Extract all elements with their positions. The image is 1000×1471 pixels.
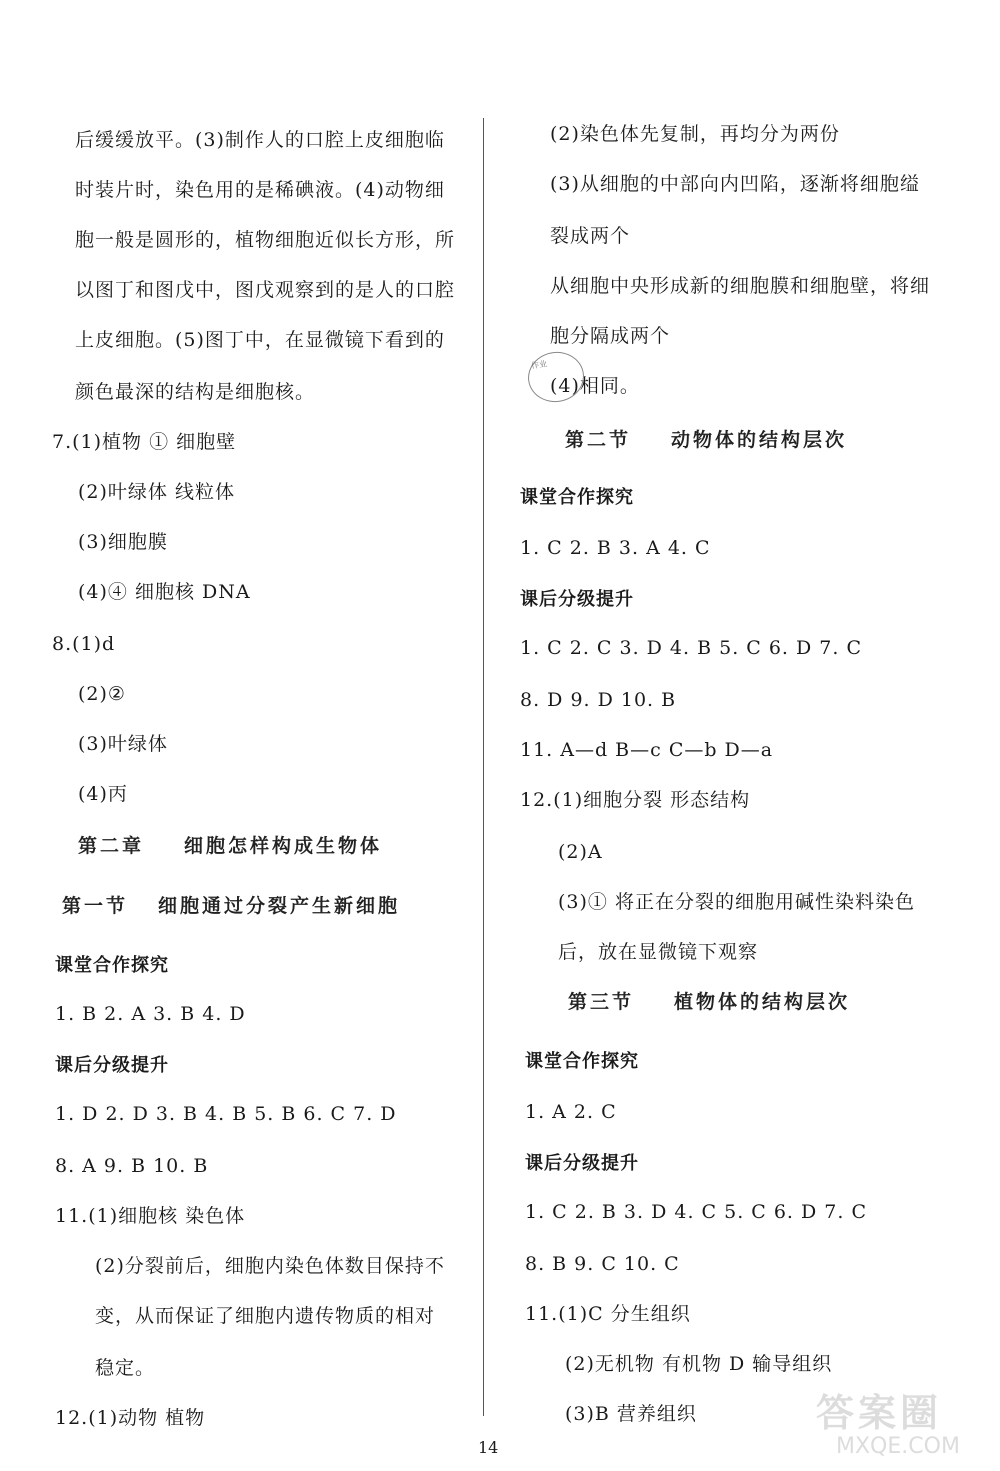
answer-item: 11.(1)细胞核 染色体 [55,1205,246,1227]
answer-item: 1. D 2. D 3. B 4. B 5. B 6. C 7. D [55,1103,397,1125]
watermark-url: MXQE.COM [836,1434,960,1459]
page-number: 14 [478,1438,499,1457]
column-divider [483,118,484,1416]
answer-item: (4)相同。 [550,375,640,397]
section-heading [568,990,850,1014]
text-line: 变，从而保证了细胞内遗传物质的相对 [95,1305,436,1327]
section-heading [565,428,847,452]
stamp-icon: 作业 [525,348,587,405]
section-title: 植物体的结构层次 [674,991,851,1013]
chapter-label: 第二章 [78,835,145,857]
answer-item: (2)染色体先复制，再均分为两份 [550,123,840,145]
answer-item: 12.(1)动物 植物 [55,1407,206,1429]
answer-item: 1. C 2. C 3. D 4. B 5. C 6. D 7. C [520,637,862,659]
subheading: 课后分级提升 [525,1153,639,1174]
section-label: 第二节 [565,429,632,451]
answer-item: 8.(1)d [52,633,116,655]
answer-item: (2)无机物 有机物 D 输导组织 [565,1353,833,1375]
text-line: 后缓缓放平。(3)制作人的口腔上皮细胞临 [75,129,445,151]
answer-item: (4)④ 细胞核 DNA [78,581,251,603]
section-label: 第三节 [568,991,635,1013]
subheading: 课堂合作探究 [525,1051,639,1072]
text-line: 时装片时，染色用的是稀碘液。(4)动物细 [75,179,445,201]
answer-item: 1. A 2. C [525,1101,617,1123]
answer-item: 12.(1)细胞分裂 形态结构 [520,789,751,811]
answer-item: 1. C 2. B 3. D 4. C 5. C 6. D 7. C [525,1201,867,1223]
answer-item: 11. A—d B—c C—b D—a [520,739,774,761]
chapter-title: 细胞怎样构成生物体 [184,835,383,857]
subheading: 课堂合作探究 [55,955,169,976]
answer-item: 11.(1)C 分生组织 [525,1303,691,1325]
watermark-text: 答案圈 [816,1391,943,1435]
text-line: 从细胞中央形成新的细胞膜和细胞壁，将细 [550,275,931,297]
answer-item: 8. D 9. D 10. B [520,689,677,711]
answer-item: 7.(1)植物 ① 细胞壁 [52,431,237,453]
section-title: 动物体的结构层次 [671,429,848,451]
section-label: 第一节 [62,895,129,917]
text-line: 后，放在显微镜下观察 [558,941,759,963]
text-line: 上皮细胞。(5)图丁中，在显微镜下看到的 [75,329,445,351]
text-line: 胞分隔成两个 [550,325,671,347]
text-line: 颜色最深的结构是细胞核。 [75,381,316,403]
answer-item: 8. B 9. C 10. C [525,1253,680,1275]
answer-item: (3)叶绿体 [78,733,168,755]
answer-item: (2)A [558,841,603,863]
answer-item: (2)② [78,683,126,705]
answer-item: (2)叶绿体 线粒体 [78,481,235,503]
text-line: 胞一般是圆形的，植物细胞近似长方形，所 [75,229,456,251]
chapter-heading [78,834,382,858]
text-line: 裂成两个 [550,225,631,247]
subheading: 课后分级提升 [55,1055,169,1076]
watermark-logo [806,1378,996,1468]
subheading: 课堂合作探究 [520,487,634,508]
answer-item: (3)B 营养组织 [565,1403,697,1425]
text-line: (2)分裂前后，细胞内染色体数目保持不 [95,1255,445,1277]
answer-item: 8. A 9. B 10. B [55,1155,209,1177]
section-title: 细胞通过分裂产生新细胞 [158,895,401,917]
answer-item: (3)① 将正在分裂的细胞用碱性染料染色 [558,891,915,913]
section-heading [62,894,400,918]
text-line: 以图丁和图戊中，图戊观察到的是人的口腔 [75,279,456,301]
subheading: 课后分级提升 [520,589,634,610]
answer-item: 1. C 2. B 3. A 4. C [520,537,711,559]
answer-item: (4)丙 [78,783,128,805]
answer-item: (3)细胞膜 [78,531,168,553]
text-line: 稳定。 [95,1357,156,1379]
answer-item: (3)从细胞的中部向内凹陷，逐渐将细胞缢 [550,173,920,195]
answer-item: 1. B 2. A 3. B 4. D [55,1003,246,1025]
